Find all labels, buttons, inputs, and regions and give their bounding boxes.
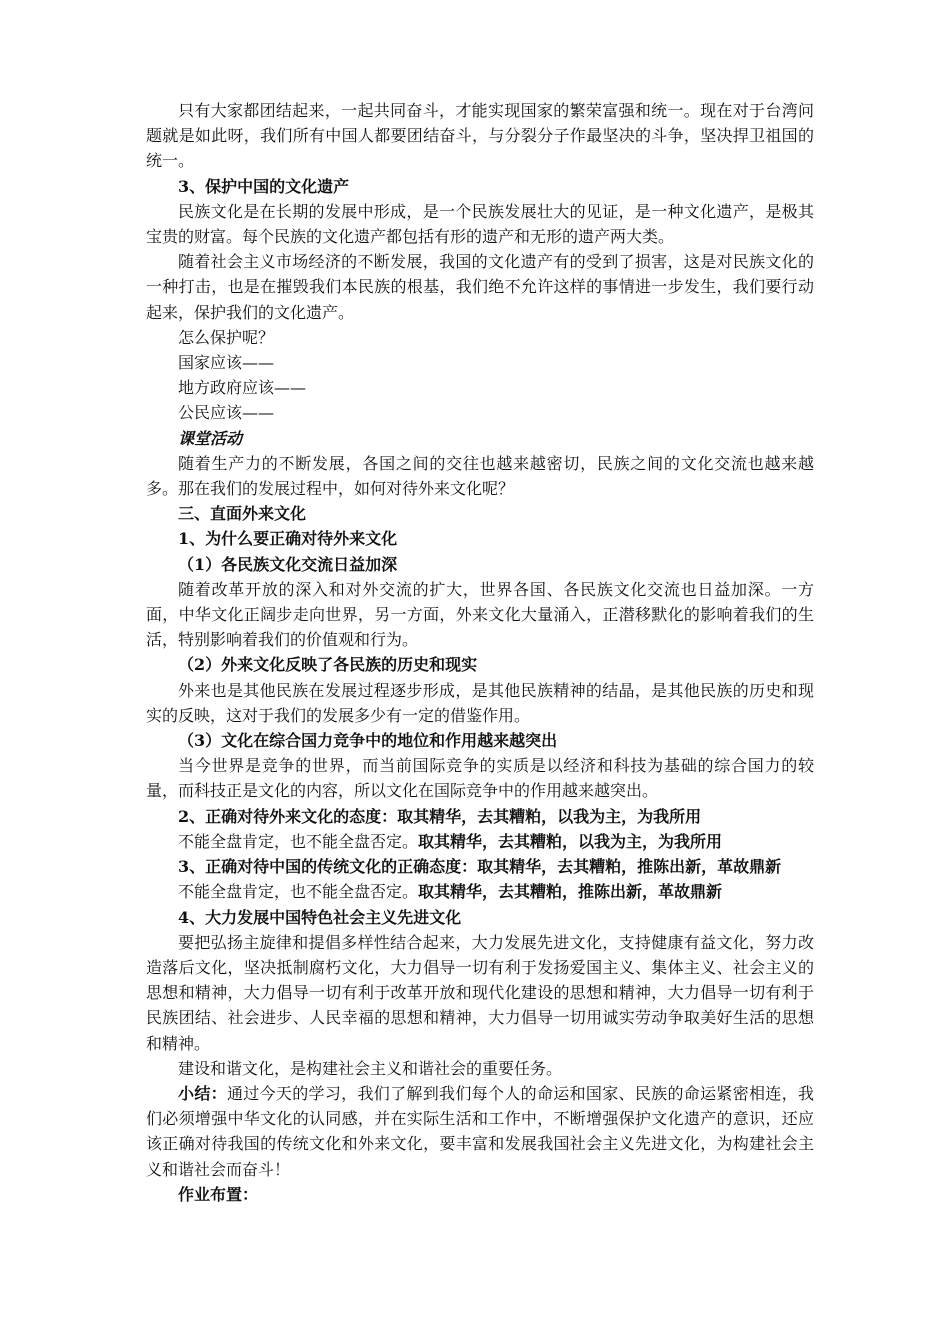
paragraph-attitude-foreign: [146, 829, 814, 854]
paragraph-competition: 当今世界是竞争的世界，而当前国际竞争的实质是以经济和科技为基础的综合国力的较量，而科技正是文化的内容，所以文化在国际竞争中的作用越来越突出。: [146, 756, 814, 801]
attitude-foreign-bold: 取其精华，去其糟粕，以我为主，为我所用: [418, 831, 723, 851]
heading-sub-exchange: （1）各民族文化交流日益加深: [178, 554, 398, 574]
paragraph-productivity: 随着生产力的不断发展，各国之间的交往也越来越密切，民族之间的文化交流也越来越多。那在我们的发展过程中，如何对待外来文化呢？: [146, 453, 814, 499]
attitude-foreign-plain: 不能全盘肯定，也不能全盘否定。: [178, 831, 419, 851]
heading-attitude-foreign: 2、正确对待外来文化的态度：取其精华，去其糟粕，以我为主，为我所用: [178, 806, 702, 826]
class-activity-heading: [146, 426, 814, 451]
heading-homework: 作业布置：: [178, 1184, 259, 1204]
summary-text: 通过今天的学习，我们了解到我们每个人的命运和国家、民族的命运紧密相连，我们必须增强中华文化的认同感，并在实际生活和工作中，不断增强保护文化遗产的意识，还应该正确对待我国的传统文化和外来文化，要丰富和发展我国社会主义先进文化，为构建社会主义和谐社会而奋斗！: [146, 1083, 814, 1179]
summary-label: 小结：: [178, 1083, 227, 1103]
paragraph-summary: [146, 1081, 814, 1182]
paragraph-unity: 只有大家都团结起来，一起共同奋斗，才能实现国家的繁荣富强和统一。现在对于台湾问题就是如此呀，我们所有中国人都要团结奋斗，与分裂分子作最坚决的斗争，坚决捍卫祖国的统一。: [146, 101, 814, 171]
paragraph-reform-opening: 随着改革开放的深入和对外交流的扩大，世界各国、各民族文化交流也日益加深。一方面，中华文化正阔步走向世界，另一方面，外来文化大量涌入，正潜移默化的影响着我们的生活，特别影响着我们的价值观和行为。: [146, 579, 814, 650]
question-state: 国家应该——: [178, 353, 275, 373]
attitude-traditional-plain: 不能全盘肯定，也不能全盘否定。: [178, 882, 419, 902]
paragraph-heritage-damage: 随着社会主义市场经济的不断发展，我国的文化遗产有的受到了损害，这是对民族文化的一种打击，也是在摧毁我们本民族的根基，我们绝不允许这样的事情进一步发生，我们要行动起来，保护我们的文化遗产。: [146, 252, 814, 322]
paragraph-develop-culture: 要把弘扬主旋律和提倡多样性结合起来，大力发展先进文化，支持健康有益文化，努力改造落后文化，坚决抵制腐朽文化，大力倡导一切有利于发扬爱国主义、集体主义、社会主义的思想和精神，大力倡导一切有利于改革开放和现代化建设的思想和精神，大力倡导一切有利于民族团结、社会进步、人民幸福的思想和精神，大力倡导一切用诚实劳动争取美好生活的思想和精神。: [146, 932, 814, 1053]
paragraph-foreign-culture: 外来也是其他民族在发展过程逐步形成，是其他民族精神的结晶，是其他民族的历史和现实的反映，这对于我们的发展多少有一定的借鉴作用。: [146, 680, 814, 725]
heading-why-treat: 1、为什么要正确对待外来文化: [178, 529, 398, 549]
heading-protect-heritage: 3、保护中国的文化遗产: [178, 176, 350, 196]
document-page: [146, 98, 814, 1207]
heading-attitude-traditional: 3、正确对待中国的传统文化的正确态度：取其精华，去其糟粕，推陈出新，革故鼎新: [178, 857, 782, 877]
question-how-protect: 怎么保护呢？: [178, 327, 275, 347]
class-activity-label: 课堂活动: [178, 428, 243, 448]
heading-sub-competition: （3）文化在综合国力竞争中的地位和作用越来越突出: [178, 731, 558, 751]
paragraph-harmonious-culture: 建设和谐文化，是构建社会主义和谐社会的重要任务。: [178, 1058, 563, 1078]
paragraph-attitude-traditional: [146, 879, 814, 904]
question-citizen: 公民应该——: [178, 403, 275, 423]
heading-sub-history: （2）外来文化反映了各民族的历史和现实: [178, 655, 478, 675]
heading-develop-culture: 4、大力发展中国特色社会主义先进文化: [178, 907, 462, 927]
paragraph-national-culture: 民族文化是在长期的发展中形成，是一个民族发展壮大的见证，是一种文化遗产，是极其宝贵的财富。每个民族的文化遗产都包括有形的遗产和无形的遗产两大类。: [146, 201, 814, 247]
question-local-government: 地方政府应该——: [178, 378, 307, 398]
attitude-traditional-bold: 取其精华，去其糟粕，推陈出新，革故鼎新: [418, 882, 723, 902]
heading-section-three: 三、直面外来文化: [178, 504, 307, 524]
